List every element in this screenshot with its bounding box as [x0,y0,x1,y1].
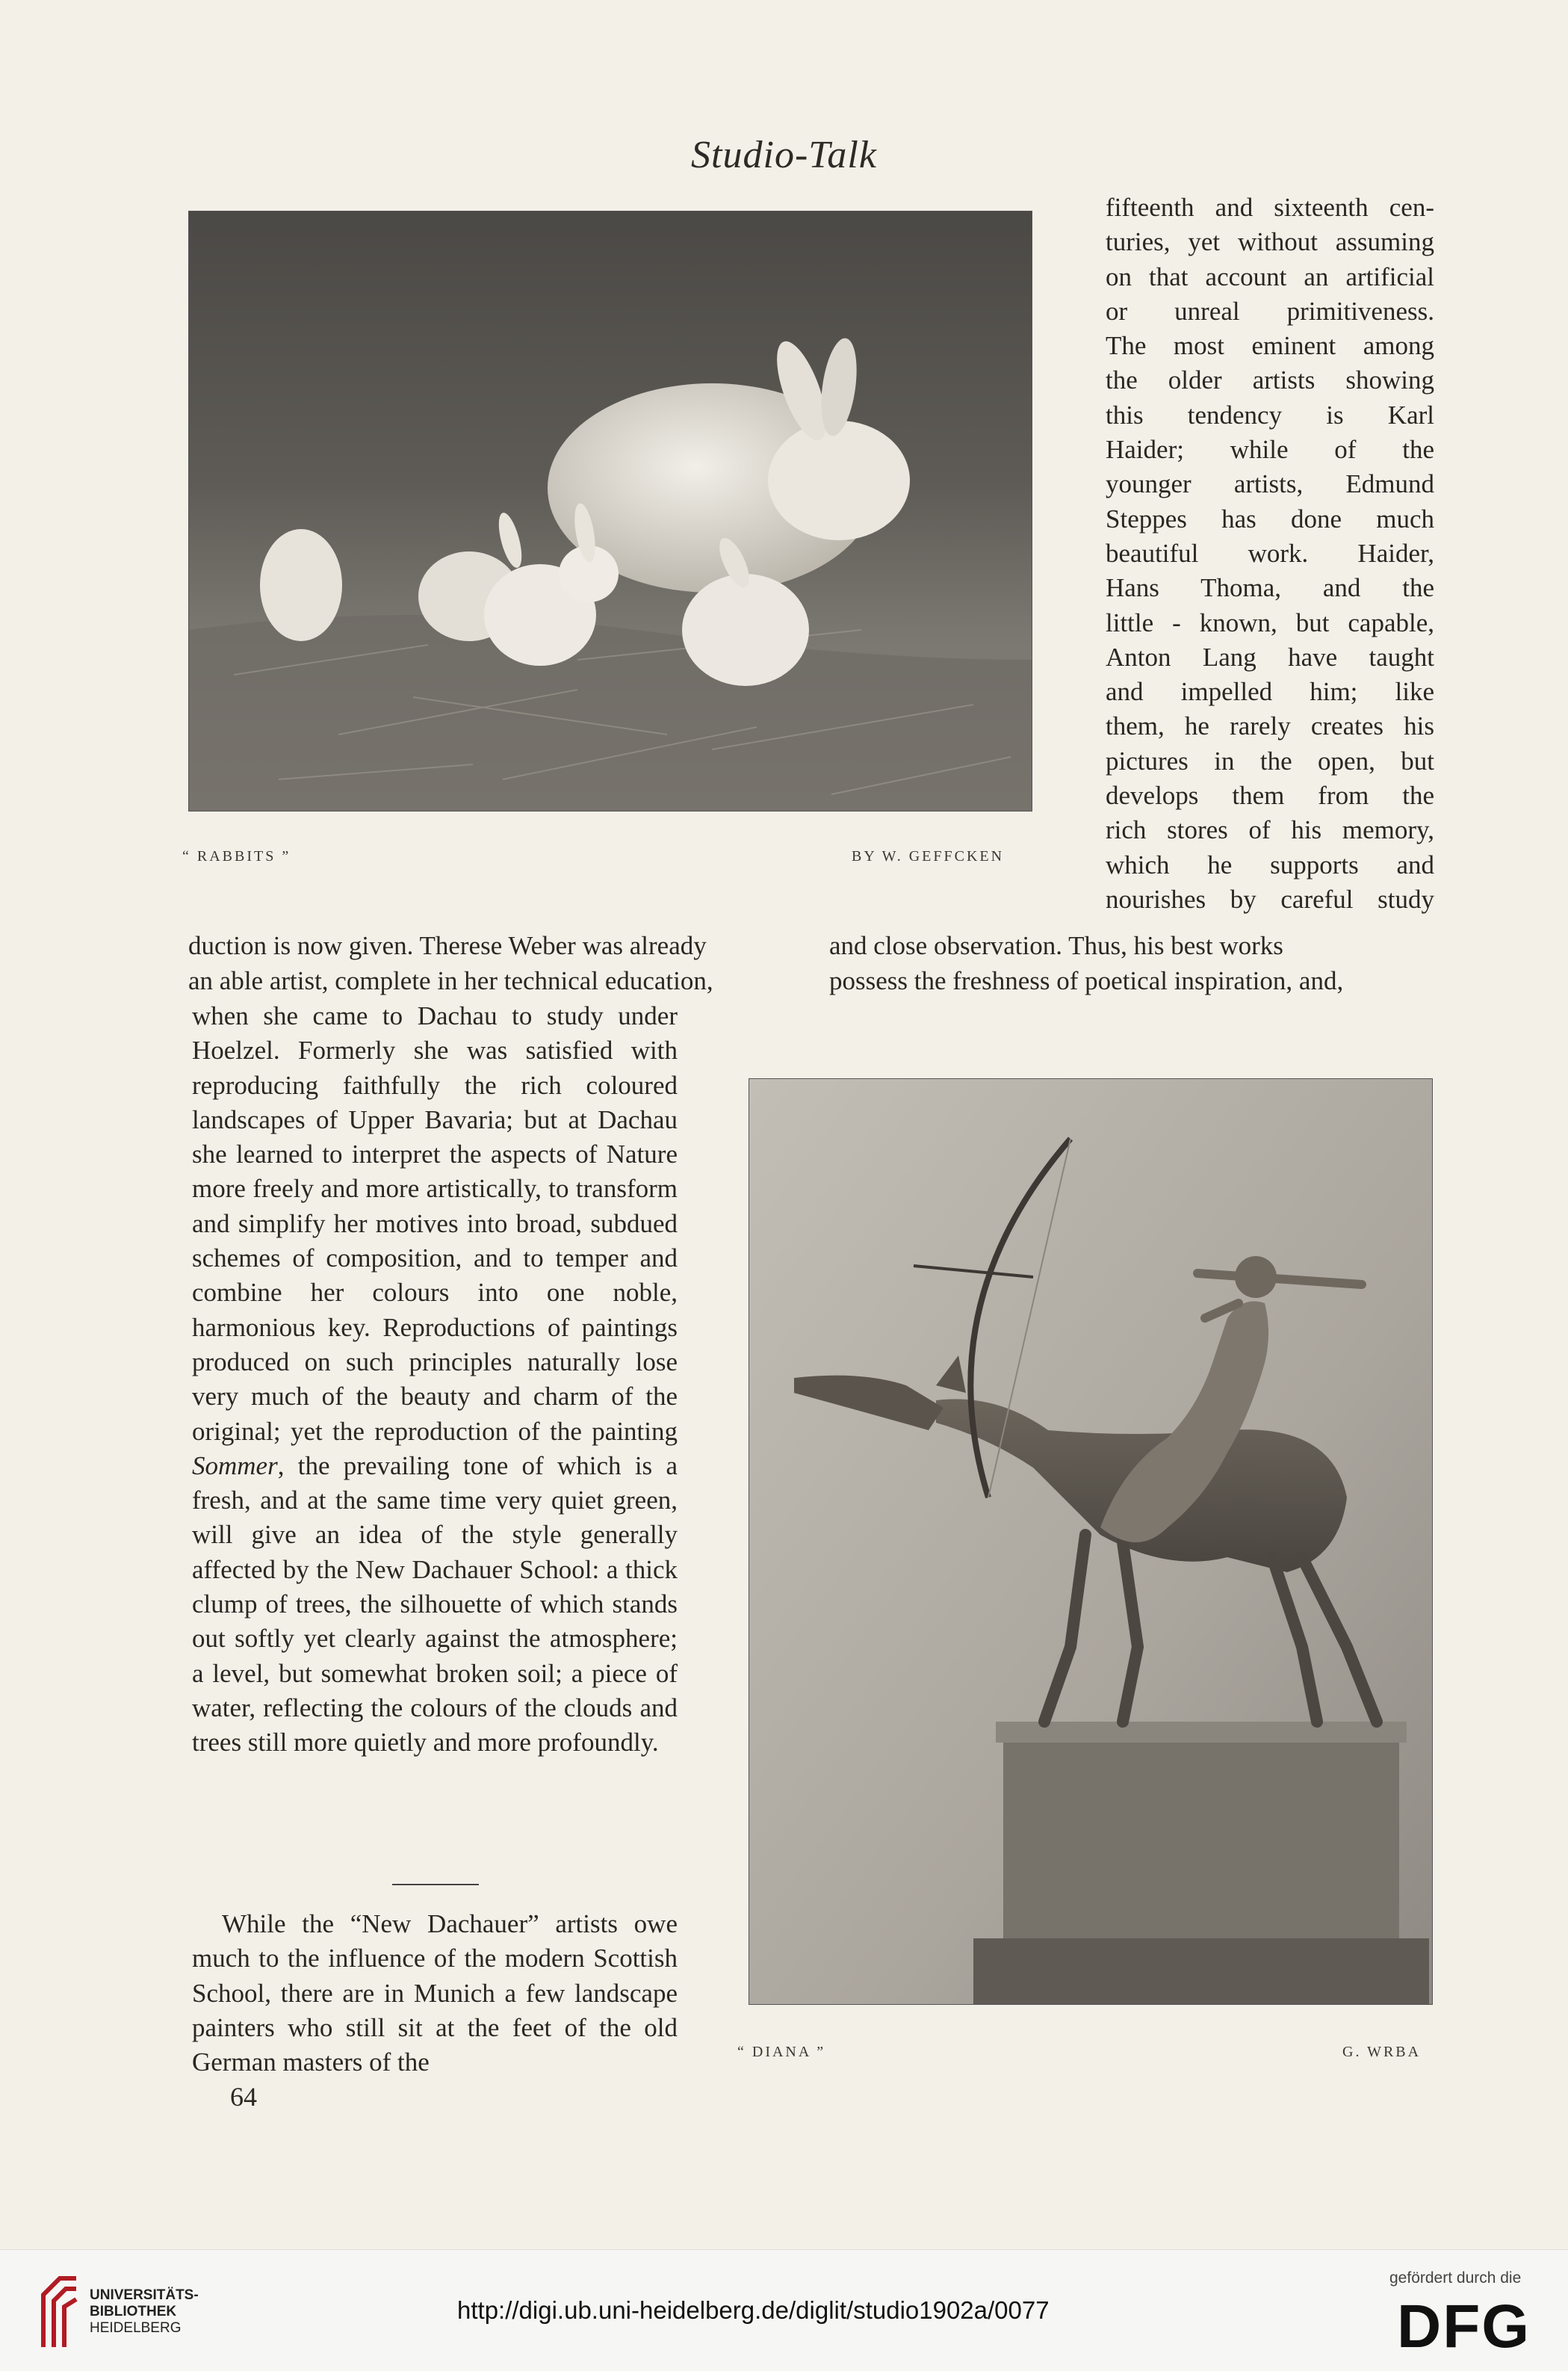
digitization-footer [0,2249,1568,2371]
right-column-line: Steppes has done much [1106,504,1434,534]
rabbits-caption-title: “ RABBITS ” [182,848,291,865]
wide-right-line-1: and close observation. Thus, his best works [829,931,1283,960]
right-column-line: and impelled him; like [1106,677,1434,707]
diana-caption-artist: G. WRBA [1342,2044,1422,2060]
running-head: Studio-Talk [691,134,877,176]
right-column-line: fifteenth and sixteenth cen- [1106,193,1434,222]
left-column-text-2 [192,1907,678,2080]
left-paragraph-2: While the “New Dachauer” artists owe much to the influence of the modern Scottish School, there are in Munich a few landscape painters who still sit at the feet of the old German masters of the [192,1909,678,2077]
right-column-line: develops them from the [1106,781,1434,811]
right-column-line: beautiful work. Haider, [1106,538,1434,568]
wide-left-line-2: an able artist, complete in her technical education, [188,966,713,995]
diana-plate [749,1078,1433,2005]
right-column-line: on that account an artificial [1106,262,1434,291]
diana-caption-title: “ DIANA ” [737,2044,826,2060]
right-column-line: turies, yet without assuming [1106,227,1434,257]
left-column-text [192,999,678,1761]
right-column-lines [1106,191,1434,917]
right-column-line: younger artists, Edmund [1106,469,1434,499]
right-column-line: little - known, but capable, [1106,608,1434,637]
painting-title: Sommer [192,1450,278,1480]
right-column-line: which he supports and [1106,850,1434,880]
wide-right-line-2: possess the freshness of poetical inspiration, and, [829,966,1344,995]
right-column-line: Haider; while of the [1106,435,1434,465]
page-number: 64 [230,2082,257,2112]
diana-sculpture-illustration [749,1079,1432,2004]
dfg-logo: DFG [1397,2293,1531,2361]
right-column-line: or unreal primitiveness. [1106,296,1434,326]
right-column-line: The most eminent among [1106,331,1434,361]
section-divider [392,1884,479,1885]
right-column-text [1106,191,1434,917]
right-column-line: Hans Thoma, and the [1106,573,1434,603]
right-column-line: the older artists showing [1106,365,1434,395]
right-column-line: nourishes by careful study [1106,884,1434,914]
rabbits-illustration [189,211,1032,811]
right-column-line: pictures in the open, but [1106,746,1434,776]
funded-by-label: gefördert durch die [1389,2269,1522,2287]
wide-left-line-1: duction is now given. Therese Weber was already [188,931,707,960]
right-column-line: them, he rarely creates his [1106,711,1434,741]
right-column-line: rich stores of his memory, [1106,815,1434,845]
right-column-line: this tendency is Karl [1106,400,1434,430]
library-name: UNIVERSITÄTS- BIBLIOTHEK HEIDELBERG [90,2287,199,2336]
rabbits-caption-artist: BY W. GEFFCKEN [852,848,1005,865]
right-column-line: Anton Lang have taught [1106,642,1434,672]
rabbits-plate [188,211,1032,812]
left-paragraph-1: when she came to Dachau to study under Hoelzel. Formerly she was satisfied with reproducing faithfully the rich coloured landscapes of Upper Bavaria; but at Dachau she learned to interpret the aspects of Nature more freely and more artistically, to transform and simplify her motives into broad, subdued schemes of composition, and to temper and combine her colours into one noble, harmonious key. Reproductions of paintings produced on such principles naturally lose very much of the beauty and charm of the original; yet the reproduction of the painting Sommer, the prevailing tone of which is a fresh, and at the same time very quiet green, will give an idea of the style generally affected by the New Dachauer School: a thick clump of trees, the silhouette of which stands out softly yet clearly against the atmosphere; a level, but somewhat broken soil; a piece of water, reflecting the colours of the clouds and trees still more quietly and more profoundly. [192,1001,678,1758]
source-url-link[interactable]: http://digi.ub.uni-heidelberg.de/diglit/studio1902a/0077 [457,2296,1050,2324]
library-logo-icon [37,2272,82,2353]
